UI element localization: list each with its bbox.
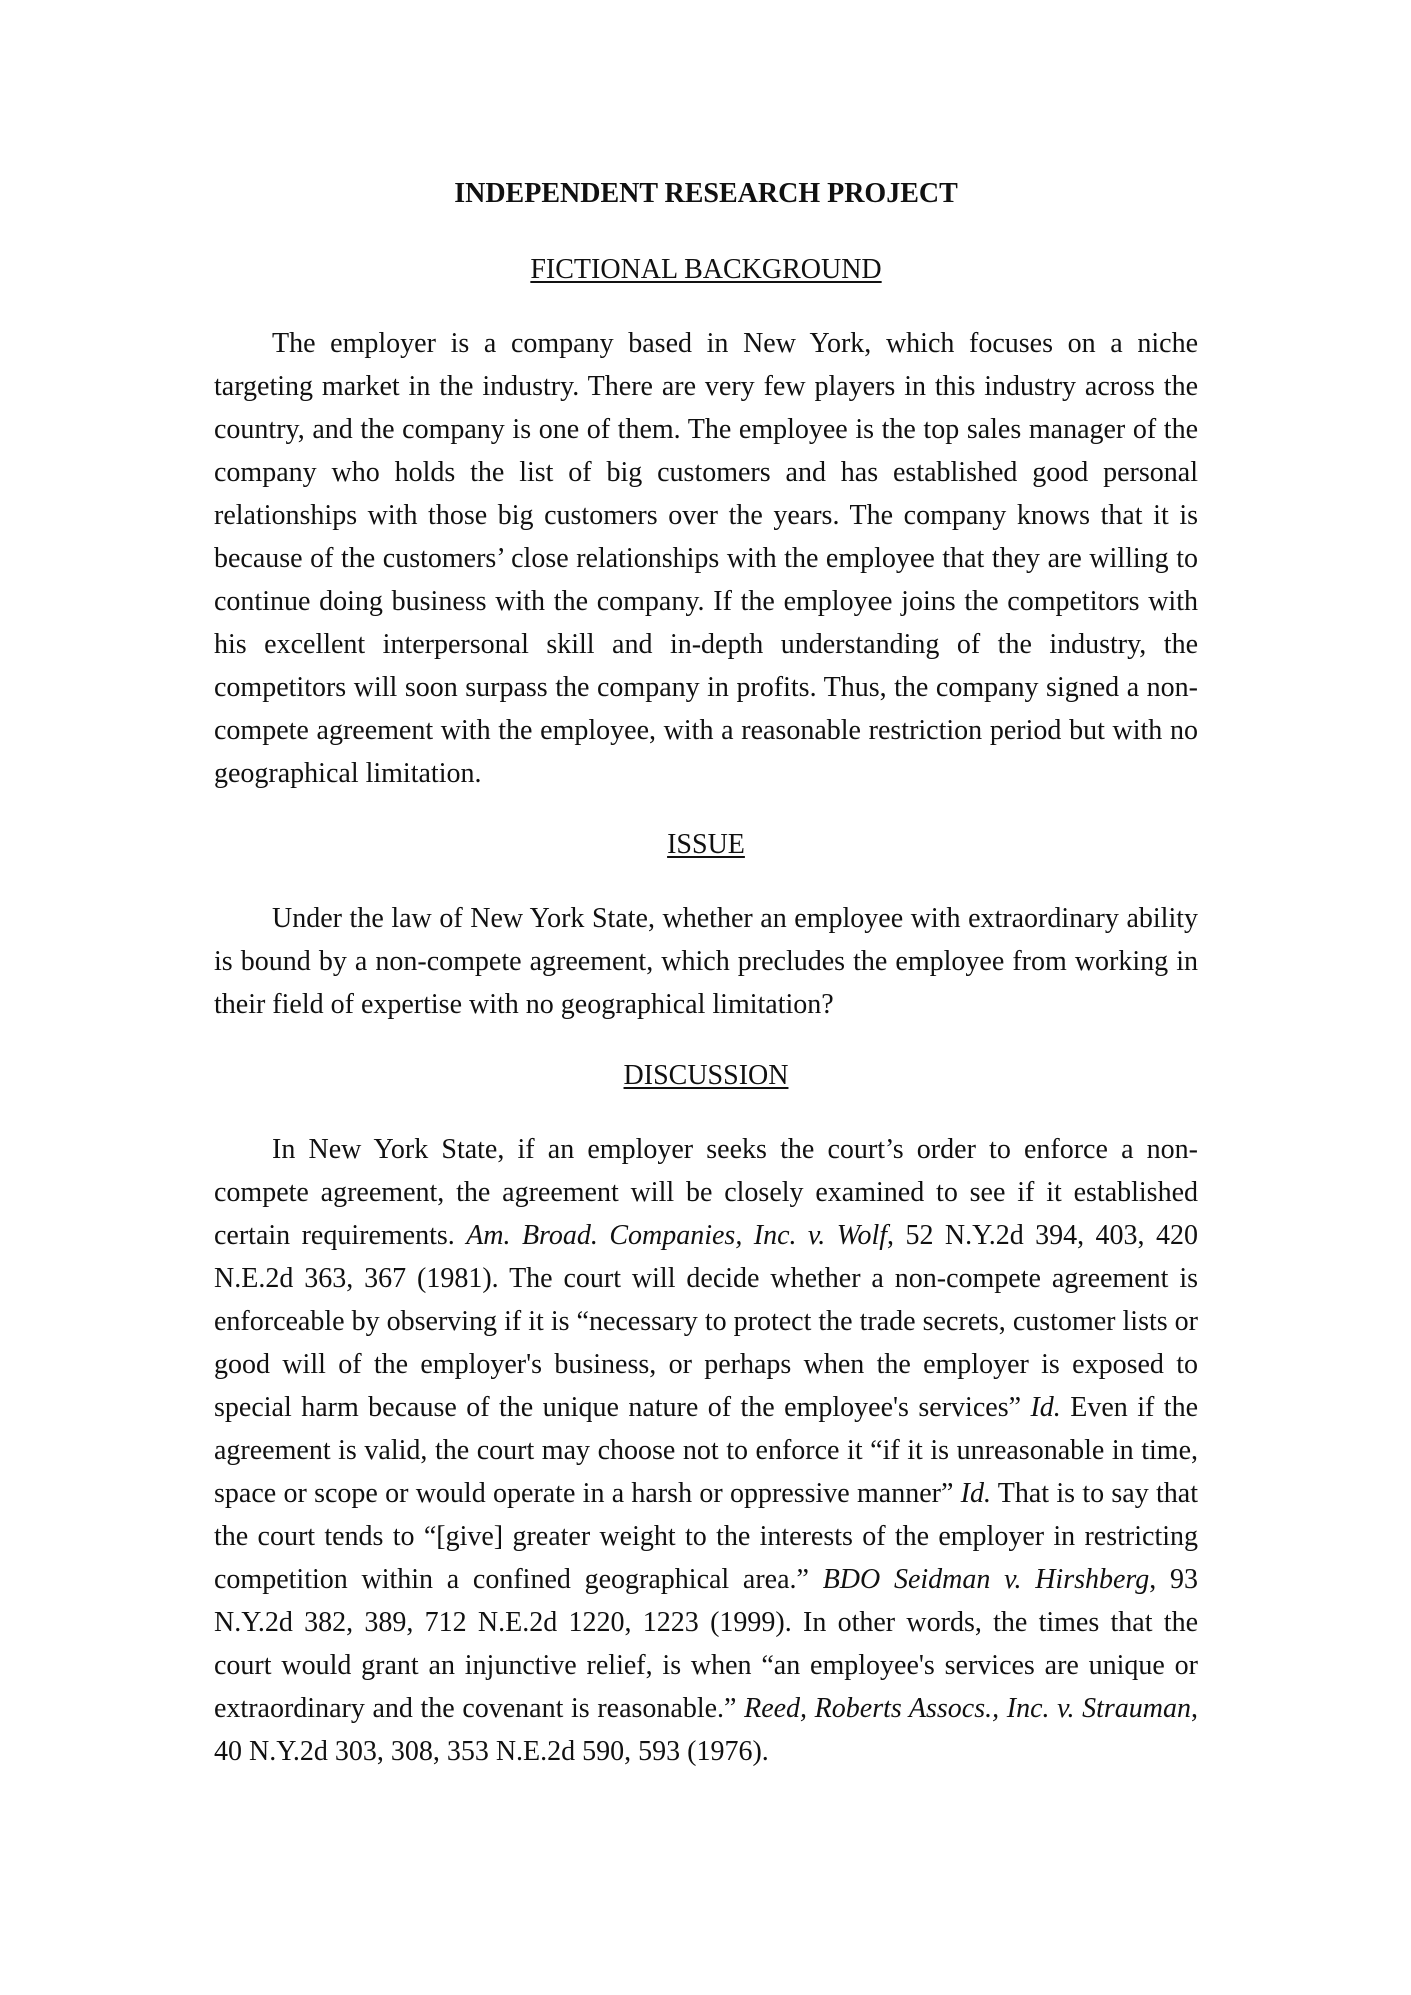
section-paragraph-fictional-background (214, 322, 1198, 795)
section-heading-discussion: DISCUSSION (623, 1060, 789, 1091)
case-citation-reed-roberts: Reed, Roberts Assocs., Inc. v. Strauman (744, 1693, 1192, 1724)
document-body (214, 174, 1198, 1803)
section-heading-issue: ISSUE (667, 829, 745, 860)
text-run: , 40 N.Y.2d 303, 308, 353 N.E.2d 590, 593 (1976). (214, 1693, 1199, 1767)
id-citation: Id. (960, 1478, 991, 1509)
case-citation-bdo-seidman: BDO Seidman v. Hirshberg (822, 1564, 1150, 1595)
text-run: In New York State, if an employer seeks the court’s order to enforce a non-compete agreement, the agreement will be closely examined to see if it established certain requirements. (214, 1134, 1198, 1251)
text-run: Even if the agreement is valid, the court may choose not to enforce it “if it is unreasonable in time, space or scope or would operate in a harsh or oppressive manner” (214, 1392, 1198, 1509)
section-heading-fictional-background: FICTIONAL BACKGROUND (530, 254, 882, 285)
case-citation-am-broad: Am. Broad. Companies, Inc. v. Wolf (466, 1220, 888, 1251)
text-run: , 52 N.Y.2d 394, 403, 420 N.E.2d 363, 367 (1981). The court will decide whether a non-compete agreement is enforceable by observing if it is “necessary to protect the trade secrets, customer lists or good will of the employer's business, or perhaps when the employer is exposed to special harm because of the unique nature of the employee's services” (214, 1220, 1198, 1423)
section-paragraph-discussion (214, 1128, 1198, 1773)
id-citation: Id. (1030, 1392, 1061, 1423)
text-run: , 93 N.Y.2d 382, 389, 712 N.E.2d 1220, 1223 (1999). In other words, the times that the court would grant an injunctive relief, is when “an employee's services are unique or extraordinary and the covenant is reasonable.” (214, 1564, 1199, 1724)
document-title: INDEPENDENT RESEARCH PROJECT (454, 178, 958, 209)
text-run: Under the law of New York State, whether an employee with extraordinary ability is bound by a non-compete agreement, which precludes the employee from working in their field of expertise with no geographical limitation? (214, 903, 1198, 1020)
text-run: That is to say that the court tends to “[give] greater weight to the interests of the employer in restricting competition within a confined geographical area.” (214, 1478, 1198, 1595)
text-run: The employer is a company based in New York, which focuses on a niche targeting market in the industry. There are very few players in this industry across the country, and the company is one of them. The employee is the top sales manager of the company who holds the list of big customers and has established good personal relationships with those big customers over the years. The company knows that it is because of the customers’ close relationships with the employee that they are willing to continue doing business with the company. If the employee joins the competitors with his excellent interpersonal skill and in-depth understanding of the industry, the competitors will soon surpass the company in profits. Thus, the company signed a non-compete agreement with the employee, with a reasonable restriction period but with no geographical limitation. (214, 328, 1198, 789)
section-paragraph-issue (214, 897, 1198, 1026)
